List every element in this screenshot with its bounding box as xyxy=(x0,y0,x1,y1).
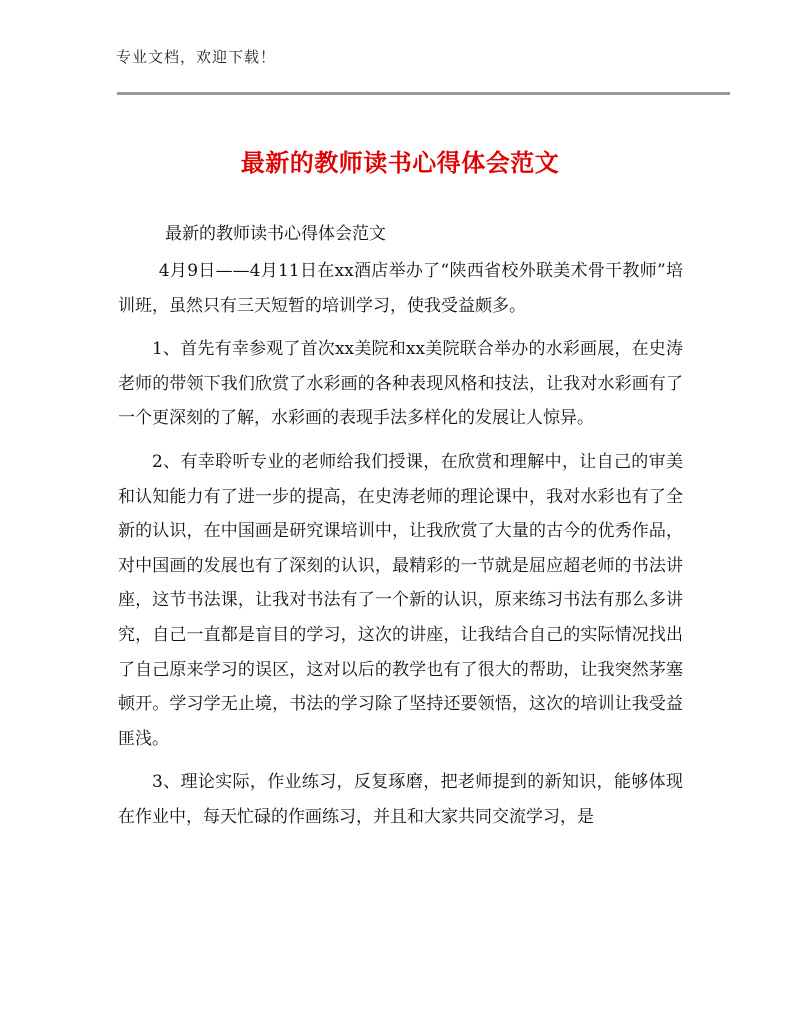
paragraph-intro: 4月9日——4月11日在xx酒店举办了“陕西省校外联美术骨干教师”培训班，虽然只有三天短暂的培训学习，使我受益颇多。 xyxy=(118,261,683,316)
document-title: 最新的教师读书心得体会范文 xyxy=(240,149,560,177)
document-body xyxy=(118,254,683,835)
document-subtitle: 最新的教师读书心得体会范文 xyxy=(165,224,386,244)
header-note: 专业文档，欢迎下载！ xyxy=(116,48,277,66)
paragraph-point-1: 1、首先有幸参观了首次xx美院和xx美院联合举办的水彩画展，在史涛老师的带领下我们欣赏了水彩画的各种表现风格和技法，让我对水彩画有了一个更深刻的了解，水彩画的表现手法多样化的发展让人惊异。 xyxy=(118,339,683,429)
paragraph-point-3: 3、理论实际，作业练习，反复琢磨，把老师提到的新知识，能够体现在作业中，每天忙碌的作画练习，并且和大家共同交流学习，是 xyxy=(118,772,683,827)
paragraph-point-2: 2、有幸聆听专业的老师给我们授课，在欣赏和理解中，让自己的审美和认知能力有了进一步的提高，在史涛老师的理论课中，我对水彩也有了全新的认识，在中国画是研究课培训中，让我欣赏了大量的古今的优秀作品，对中国画的发展也有了深刻的认识，最精彩的一节就是屈应超老师的书法讲座，这节书法课，让我对书法有了一个新的认识，原来练习书法有那么多讲究，自己一直都是盲目的学习，这次的讲座，让我结合自己的实际情况找出了自己原来学习的误区，这对以后的教学也有了很大的帮助，让我突然茅塞顿开。学习学无止境，书法的学习除了坚持还要领悟，这次的培训让我受益匪浅。 xyxy=(118,451,683,749)
header-divider xyxy=(117,92,730,95)
